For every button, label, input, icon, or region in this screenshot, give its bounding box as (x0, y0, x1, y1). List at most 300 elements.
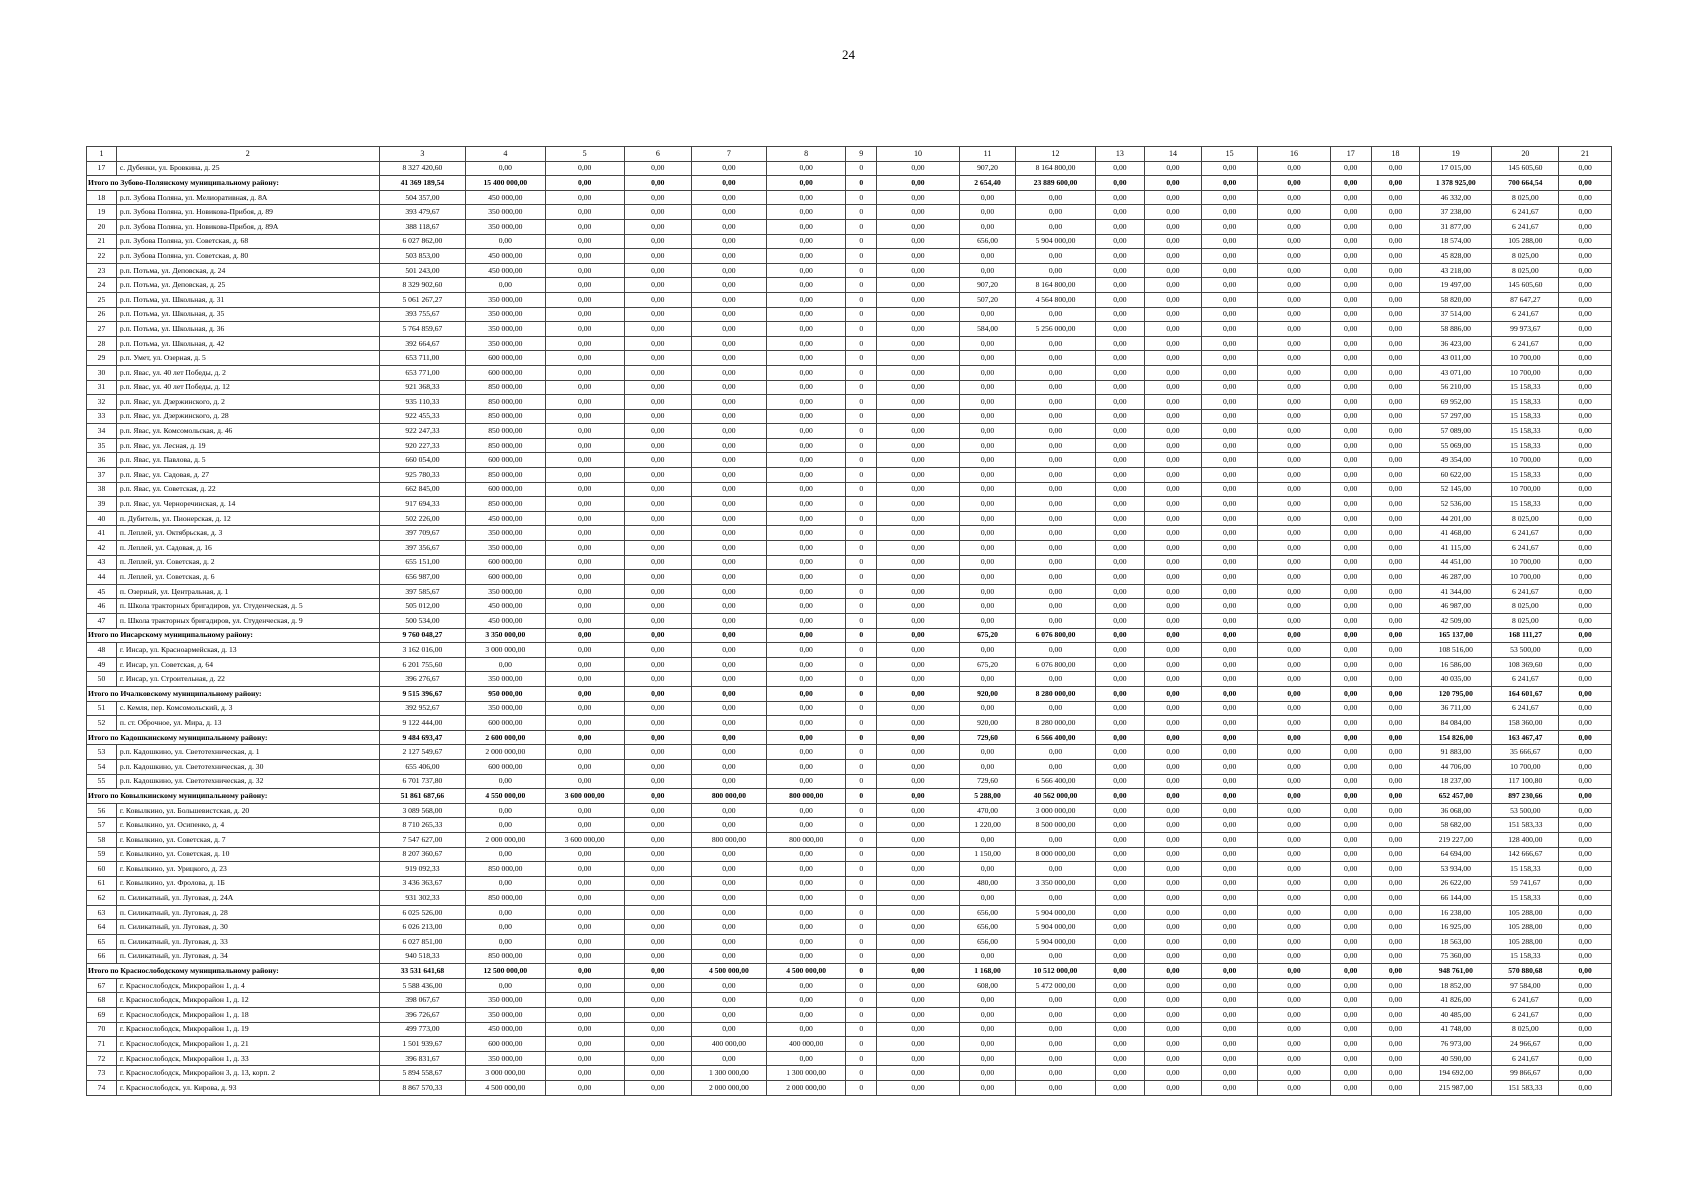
table-row (87, 424, 1612, 439)
table-cell: 0,00 (767, 424, 846, 439)
table-cell: 0,00 (1258, 263, 1330, 278)
table-cell: 0,00 (1145, 964, 1202, 979)
table-cell: 3 350 000,00 (466, 628, 545, 643)
table-cell: 0,00 (1145, 847, 1202, 862)
table-cell: 60 (87, 862, 117, 877)
table-cell: 0,00 (1145, 920, 1202, 935)
table-cell: 0,00 (1016, 380, 1095, 395)
table-cell: 0,00 (624, 292, 691, 307)
table-cell: 6 241,67 (1492, 993, 1559, 1008)
table-cell: 0,00 (1201, 190, 1258, 205)
table-cell: 0,00 (877, 263, 959, 278)
table-cell: 0,00 (1258, 249, 1330, 264)
table-cell: 350 000,00 (466, 541, 545, 556)
table-cell: 0,00 (1258, 862, 1330, 877)
table-cell: 17 015,00 (1420, 161, 1492, 176)
table-cell: 0,00 (1095, 468, 1144, 483)
table-cell: 0,00 (767, 453, 846, 468)
table-cell: 0,00 (767, 935, 846, 950)
table-cell: 920,00 (959, 716, 1016, 731)
table-cell: 350 000,00 (466, 672, 545, 687)
table-cell: 0,00 (1016, 759, 1095, 774)
table-cell: 0,00 (1371, 380, 1419, 395)
table-cell: 350 000,00 (466, 205, 545, 220)
table-cell: 45 828,00 (1420, 249, 1492, 264)
table-cell: 0,00 (545, 482, 624, 497)
table-cell: 0,00 (1095, 365, 1144, 380)
table-cell: 450 000,00 (466, 263, 545, 278)
table-cell: 0,00 (1559, 978, 1612, 993)
table-cell: 0,00 (545, 249, 624, 264)
table-cell: 0,00 (691, 409, 766, 424)
table-cell: 800 000,00 (691, 789, 766, 804)
table-cell: 6 241,67 (1492, 584, 1559, 599)
table-cell: 39 (87, 497, 117, 512)
table-cell: 0,00 (545, 1022, 624, 1037)
table-cell: 350 000,00 (466, 584, 545, 599)
table-cell: 165 137,00 (1420, 628, 1492, 643)
table-cell: 0,00 (1201, 686, 1258, 701)
table-cell: 4 500 000,00 (767, 964, 846, 979)
table-cell: 920,00 (959, 686, 1016, 701)
table-cell: 0,00 (1258, 424, 1330, 439)
table-cell: 60 622,00 (1420, 468, 1492, 483)
table-cell: 8 (767, 147, 846, 162)
table-cell: 158 360,00 (1492, 716, 1559, 731)
table-cell: 0,00 (1258, 1066, 1330, 1081)
table-cell: 0,00 (1201, 205, 1258, 220)
table-cell: 0 (846, 949, 877, 964)
table-cell: 0,00 (1095, 1051, 1144, 1066)
table-cell: 850 000,00 (466, 497, 545, 512)
table-cell: 34 (87, 424, 117, 439)
table-cell: 59 (87, 847, 117, 862)
table-cell: 0 (846, 278, 877, 293)
table-cell: 0,00 (624, 263, 691, 278)
table-cell: 8 025,00 (1492, 249, 1559, 264)
table-cell: 0,00 (1201, 745, 1258, 760)
table-cell: 2 (116, 147, 379, 162)
table-cell: 0,00 (1559, 468, 1612, 483)
table-cell: 5 256 000,00 (1016, 322, 1095, 337)
table-cell: 0,00 (691, 453, 766, 468)
table-cell: 49 (87, 657, 117, 672)
table-cell: 5 904 000,00 (1016, 935, 1095, 950)
table-cell: 656,00 (959, 905, 1016, 920)
table-cell: р.п. Зубова Поляна, ул. Советская, д. 80 (116, 249, 379, 264)
table-cell: 0,00 (624, 614, 691, 629)
table-cell: 0,00 (1371, 351, 1419, 366)
table-cell: 0,00 (1258, 935, 1330, 950)
table-cell: 584,00 (959, 322, 1016, 337)
table-cell: 51 861 687,66 (379, 789, 466, 804)
table-cell: 0,00 (1201, 409, 1258, 424)
table-cell: 0,00 (1371, 497, 1419, 512)
table-cell: 0,00 (1095, 511, 1144, 526)
table-cell: 0,00 (1330, 351, 1371, 366)
table-cell: 0,00 (545, 234, 624, 249)
table-cell: 0 (846, 351, 877, 366)
table-cell: 0,00 (1201, 847, 1258, 862)
table-cell: р.п. Кадошкино, ул. Светотехническая, д. 30 (116, 759, 379, 774)
table-cell: 0,00 (877, 599, 959, 614)
table-row (87, 468, 1612, 483)
table-cell: 6 076 800,00 (1016, 628, 1095, 643)
table-cell: 0,00 (1095, 876, 1144, 891)
table-cell: 0,00 (466, 905, 545, 920)
table-cell: 0,00 (691, 511, 766, 526)
table-row (87, 570, 1612, 585)
table-cell: 0,00 (1095, 234, 1144, 249)
table-cell: 388 118,67 (379, 219, 466, 234)
table-row (87, 599, 1612, 614)
table-cell: 0,00 (1330, 234, 1371, 249)
table-cell: 0,00 (1145, 759, 1202, 774)
table-cell: 0,00 (1095, 672, 1144, 687)
table-cell: 22 (87, 249, 117, 264)
table-cell: 0,00 (1201, 759, 1258, 774)
table-cell: 0,00 (959, 1022, 1016, 1037)
table-cell: 0,00 (1559, 730, 1612, 745)
table-cell: 0,00 (1095, 730, 1144, 745)
table-cell: 194 692,00 (1420, 1066, 1492, 1081)
table-cell: 0,00 (545, 876, 624, 891)
table-cell: 18 574,00 (1420, 234, 1492, 249)
table-cell: 0,00 (545, 716, 624, 731)
table-cell: 0,00 (545, 862, 624, 877)
table-cell: 0,00 (1258, 555, 1330, 570)
table-cell: 19 (87, 205, 117, 220)
table-cell: 0,00 (545, 1008, 624, 1023)
table-cell: 0,00 (1258, 351, 1330, 366)
table-cell: 0,00 (691, 701, 766, 716)
table-cell: 800 000,00 (767, 832, 846, 847)
table-cell: 450 000,00 (466, 614, 545, 629)
table-cell: 350 000,00 (466, 993, 545, 1008)
table-cell: 0,00 (466, 847, 545, 862)
table-cell: 0,00 (1559, 759, 1612, 774)
table-cell: г. Краснослободск, Микрорайон 1, д. 19 (116, 1022, 379, 1037)
table-cell: 0,00 (959, 511, 1016, 526)
table-cell: 0,00 (1330, 526, 1371, 541)
table-cell: 0,00 (877, 351, 959, 366)
table-cell: 0,00 (1258, 1037, 1330, 1052)
table-cell: 142 666,67 (1492, 847, 1559, 862)
table-cell: 0,00 (545, 584, 624, 599)
table-cell: 0,00 (1258, 205, 1330, 220)
table-cell: 396 831,67 (379, 1051, 466, 1066)
table-cell: р.п. Потьма, ул. Школьная, д. 36 (116, 322, 379, 337)
table-cell: 0,00 (959, 745, 1016, 760)
table-cell: 0,00 (624, 891, 691, 906)
table-cell: 2 654,40 (959, 176, 1016, 191)
table-cell: 504 357,00 (379, 190, 466, 205)
table-cell: 15 (1201, 147, 1258, 162)
table-cell: 0,00 (1095, 978, 1144, 993)
table-cell: 0,00 (767, 847, 846, 862)
table-cell: 0,00 (1201, 584, 1258, 599)
table-cell: 0,00 (1371, 847, 1419, 862)
table-cell: 0,00 (877, 657, 959, 672)
table-cell: 105 288,00 (1492, 234, 1559, 249)
table-cell: 0,00 (1095, 949, 1144, 964)
table-cell: 52 145,00 (1420, 482, 1492, 497)
table-cell: 850 000,00 (466, 862, 545, 877)
table-row (87, 263, 1612, 278)
table-cell: п. Силикатный, ул. Луговая, д. 30 (116, 920, 379, 935)
table-cell: 0,00 (877, 161, 959, 176)
table-cell: 0,00 (691, 628, 766, 643)
table-cell: 0,00 (959, 759, 1016, 774)
table-cell: п. Школа тракторных бригадиров, ул. Студенческая, д. 9 (116, 614, 379, 629)
table-cell: 67 (87, 978, 117, 993)
table-cell: 0,00 (1201, 657, 1258, 672)
table-cell: 0,00 (767, 818, 846, 833)
table-cell: 20 (87, 219, 117, 234)
table-cell: 87 647,27 (1492, 292, 1559, 307)
table-cell: 0 (846, 292, 877, 307)
table-cell: 397 356,67 (379, 541, 466, 556)
table-cell: 800 000,00 (767, 789, 846, 804)
table-cell: 0,00 (1095, 1022, 1144, 1037)
table-cell: 0,00 (1559, 701, 1612, 716)
table-cell: 0 (846, 497, 877, 512)
table-cell: 0,00 (1095, 920, 1144, 935)
table-cell: 0,00 (1330, 322, 1371, 337)
table-cell: 0,00 (959, 570, 1016, 585)
table-cell: 0,00 (1330, 628, 1371, 643)
table-cell: 0,00 (624, 935, 691, 950)
column-number-row (87, 147, 1612, 162)
table-cell: 0,00 (767, 657, 846, 672)
table-cell: 0,00 (1559, 599, 1612, 614)
table-cell: 0,00 (1258, 876, 1330, 891)
table-cell: 15 158,33 (1492, 862, 1559, 877)
table-cell: 2 000 000,00 (466, 745, 545, 760)
table-row (87, 205, 1612, 220)
table-cell: 57 (87, 818, 117, 833)
table-cell: 0,00 (624, 482, 691, 497)
table-cell: 0,00 (1559, 905, 1612, 920)
table-cell: 0,00 (877, 234, 959, 249)
table-cell: 0 (846, 424, 877, 439)
table-cell: 27 (87, 322, 117, 337)
table-cell: 0,00 (959, 453, 1016, 468)
table-cell: Итого по Ичалковскому муниципальному району: (87, 686, 380, 701)
table-cell: 608,00 (959, 978, 1016, 993)
table-cell: 0,00 (545, 365, 624, 380)
table-cell: 28 (87, 336, 117, 351)
table-cell: 50 (87, 672, 117, 687)
table-cell: 7 (691, 147, 766, 162)
table-cell: 0,00 (1201, 292, 1258, 307)
table-cell: 0,00 (1201, 964, 1258, 979)
table-cell: 8 327 420,60 (379, 161, 466, 176)
table-cell: г. Инсар, ул. Советская, д. 64 (116, 657, 379, 672)
table-cell: 0,00 (1145, 862, 1202, 877)
table-cell: 0,00 (1559, 424, 1612, 439)
table-cell: р.п. Зубова Поляна, ул. Советская, д. 68 (116, 234, 379, 249)
table-cell: 0,00 (624, 190, 691, 205)
table-cell: 0,00 (466, 978, 545, 993)
table-cell: 0,00 (691, 672, 766, 687)
table-cell: 0,00 (1258, 920, 1330, 935)
table-cell: 0,00 (545, 686, 624, 701)
table-cell: 0,00 (877, 336, 959, 351)
table-cell: 0,00 (1145, 832, 1202, 847)
table-cell: 0,00 (545, 570, 624, 585)
table-cell: 0 (846, 322, 877, 337)
table-cell: 13 (1095, 147, 1144, 162)
table-cell: 0 (846, 774, 877, 789)
table-cell: 0,00 (1559, 205, 1612, 220)
table-cell: 850 000,00 (466, 395, 545, 410)
table-cell: 65 (87, 935, 117, 950)
table-cell: 0,00 (1371, 409, 1419, 424)
table-cell: 0,00 (545, 468, 624, 483)
table-cell: 0,00 (877, 832, 959, 847)
table-cell: 108 516,00 (1420, 643, 1492, 658)
table-cell: 0,00 (1258, 891, 1330, 906)
table-cell: 9 (846, 147, 877, 162)
table-cell: 46 332,00 (1420, 190, 1492, 205)
table-cell: 0,00 (624, 351, 691, 366)
table-cell: 47 (87, 614, 117, 629)
table-cell: 0,00 (624, 1066, 691, 1081)
table-cell: 46 (87, 599, 117, 614)
table-cell: 450 000,00 (466, 599, 545, 614)
table-cell: 0,00 (1258, 511, 1330, 526)
table-cell: 0,00 (691, 365, 766, 380)
table-cell: 0,00 (691, 526, 766, 541)
table-cell: 0,00 (877, 789, 959, 804)
table-cell: 0,00 (624, 730, 691, 745)
table-cell: 8 025,00 (1492, 263, 1559, 278)
table-cell: 0,00 (877, 964, 959, 979)
table-cell: 0,00 (1371, 628, 1419, 643)
table-cell: 393 479,67 (379, 205, 466, 220)
table-cell: 0,00 (877, 395, 959, 410)
table-cell: г. Ковылкино, ул. Большевистская, д. 20 (116, 803, 379, 818)
table-cell: 0,00 (1330, 657, 1371, 672)
table-cell: 0,00 (1371, 716, 1419, 731)
table-cell: 0,00 (1371, 876, 1419, 891)
table-cell: 0,00 (767, 234, 846, 249)
table-cell: 0,00 (1095, 278, 1144, 293)
table-cell: 5 588 436,00 (379, 978, 466, 993)
table-cell: 105 288,00 (1492, 935, 1559, 950)
table-cell: 0,00 (1559, 278, 1612, 293)
table-cell: 0,00 (1330, 541, 1371, 556)
table-cell: 59 741,67 (1492, 876, 1559, 891)
table-cell: 0,00 (767, 745, 846, 760)
table-cell: Итого по Ковылкинскому муниципальному району: (87, 789, 380, 804)
table-cell: 0,00 (1201, 862, 1258, 877)
table-cell: 0,00 (1201, 905, 1258, 920)
table-row (87, 672, 1612, 687)
table-row (87, 978, 1612, 993)
table-cell: 2 000 000,00 (691, 1081, 766, 1096)
table-cell: 0,00 (1201, 701, 1258, 716)
table-cell: 919 092,33 (379, 862, 466, 877)
table-cell: 0,00 (1201, 993, 1258, 1008)
table-cell: 570 880,68 (1492, 964, 1559, 979)
table-cell: 10 700,00 (1492, 570, 1559, 585)
table-cell: 0,00 (691, 862, 766, 877)
table-cell: 0,00 (1145, 891, 1202, 906)
table-cell: 655 406,00 (379, 759, 466, 774)
table-row (87, 292, 1612, 307)
table-cell: 0,00 (959, 1081, 1016, 1096)
table-cell: 0,00 (1258, 716, 1330, 731)
table-cell: 0,00 (1371, 672, 1419, 687)
table-cell: 145 605,60 (1492, 161, 1559, 176)
table-cell: 0,00 (1330, 336, 1371, 351)
table-cell: 0,00 (691, 978, 766, 993)
table-cell: 950 000,00 (466, 686, 545, 701)
table-cell: р.п. Кадошкино, ул. Светотехническая, д. 1 (116, 745, 379, 760)
table-cell: 0 (846, 862, 877, 877)
table-cell: 0,00 (624, 249, 691, 264)
table-cell: 18 563,00 (1420, 935, 1492, 950)
table-cell: 20 (1492, 147, 1559, 162)
table-cell: 0,00 (624, 395, 691, 410)
table-cell: 675,20 (959, 628, 1016, 643)
table-cell: 17 (87, 161, 117, 176)
table-cell: 0,00 (1559, 190, 1612, 205)
table-cell: 26 622,00 (1420, 876, 1492, 891)
table-cell: 0,00 (877, 993, 959, 1008)
table-cell: 0 (846, 876, 877, 891)
table-cell: 0 (846, 803, 877, 818)
table-cell: 0,00 (767, 891, 846, 906)
table-row (87, 541, 1612, 556)
table-cell: 0,00 (1145, 774, 1202, 789)
table-cell: 52 (87, 716, 117, 731)
table-cell: 0,00 (767, 803, 846, 818)
table-cell: 0,00 (1145, 905, 1202, 920)
table-cell: 0,00 (624, 453, 691, 468)
table-cell: р.п. Умет, ул. Озерная, д. 5 (116, 351, 379, 366)
table-cell: 2 127 549,67 (379, 745, 466, 760)
table-cell: 0,00 (691, 614, 766, 629)
table-cell: 850 000,00 (466, 468, 545, 483)
table-cell: 0,00 (545, 803, 624, 818)
table-cell: 0,00 (1095, 380, 1144, 395)
table-cell: 0,00 (1201, 482, 1258, 497)
table-cell: 0,00 (691, 993, 766, 1008)
table-cell: 0,00 (1371, 993, 1419, 1008)
table-cell: г. Ковылкино, ул. Советская, д. 10 (116, 847, 379, 862)
table-cell: 0,00 (1330, 672, 1371, 687)
table-cell: 0,00 (877, 249, 959, 264)
table-cell: 0,00 (767, 978, 846, 993)
table-cell: 0,00 (1095, 555, 1144, 570)
table-cell: 0,00 (1330, 993, 1371, 1008)
table-cell: 58 (87, 832, 117, 847)
table-cell: 0,00 (1201, 336, 1258, 351)
table-cell: 0,00 (624, 599, 691, 614)
table-row (87, 482, 1612, 497)
table-cell: 0,00 (466, 234, 545, 249)
table-cell: 37 238,00 (1420, 205, 1492, 220)
table-cell: 0,00 (1371, 949, 1419, 964)
table-cell: 0,00 (1145, 745, 1202, 760)
table-cell: 0,00 (1145, 380, 1202, 395)
table-cell: 0,00 (624, 555, 691, 570)
table-cell: 0,00 (877, 438, 959, 453)
table-cell: 0,00 (767, 599, 846, 614)
